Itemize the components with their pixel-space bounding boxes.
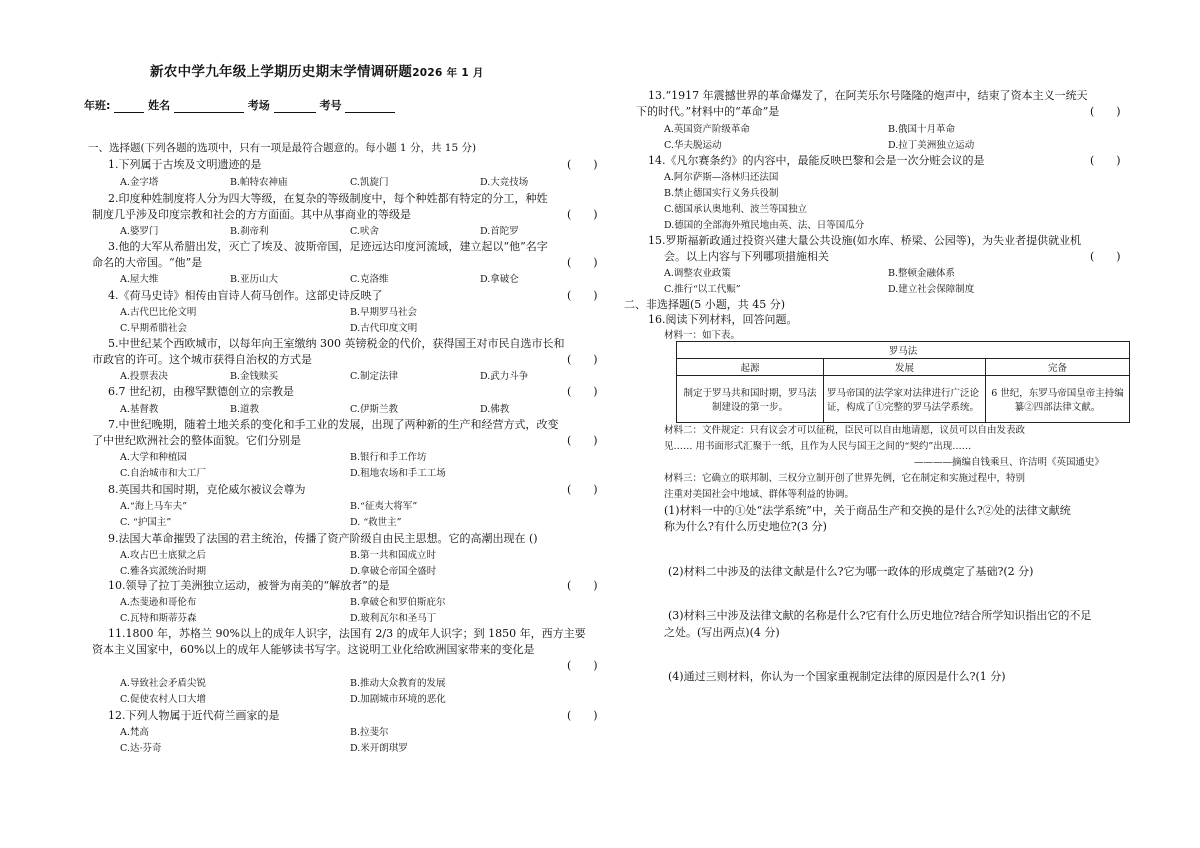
room-label: 考场 [247,99,270,112]
subquestion-1-line1: (1)材料一中的①处“法学系统”中，关于商品生产和交换的是什么?②处的法律文献统 [664,504,1071,517]
material-3-line1: 材料三：它确立的联邦制、三权分立制开创了世界先例，它在制定和实施过程中，特别 [664,473,1026,484]
question-4-stem: 4.《荷马史诗》相传由盲诗人荷马创作。这部史诗反映了 [108,289,383,302]
option-a: A.屋大维 [120,274,159,285]
option-d: D.拿破仑帝国全盛时 [350,566,437,577]
option-a: A.攻占巴士底狱之后 [120,550,206,561]
option-d: D.古代印度文明 [350,323,418,334]
question-3-stem-cont: 命名的大帝国。“他”是 [92,256,203,269]
class-label: 年班: [84,99,111,112]
option-a: A.金字塔 [120,177,159,188]
class-blank[interactable] [114,101,144,113]
student-info-row [84,97,395,113]
option-a: A.调整农业政策 [664,268,731,279]
question-2-stem: 2.印度种姓制度将人分为四大等级，在复杂的等级制度中，每个种姓都有特定的分工，种姓 [108,192,548,205]
exam-title [150,60,484,80]
material-2-line1: 材料二：文件规定：只有议会才可以征税，臣民可以自由地请愿，议员可以自由发表政 [664,425,1026,436]
option-a: A.古代巴比伦文明 [120,307,197,318]
option-d: D.武力斗争 [480,371,529,382]
option-b: B.推动大众教育的发展 [350,678,446,689]
answer-bracket[interactable]: ( ) [567,579,598,592]
option-b: B.拉斐尔 [350,727,389,738]
option-c: C.推行“以工代赈” [664,284,741,295]
subquestion-3-line2: 之处。(写出两点)(4 分) [664,626,780,639]
question-15-stem-cont: 会。以上内容与下列哪项措施相关 [664,250,829,263]
option-b: B.亚历山大 [230,274,279,285]
option-b: B.道教 [230,404,260,415]
question-12-stem: 12.下列人物属于近代荷兰画家的是 [108,709,280,722]
answer-bracket[interactable]: ( ) [1090,105,1121,118]
option-d: D.租地农场和手工工场 [350,468,446,479]
option-b: B.帕特农神庙 [230,177,288,188]
answer-bracket[interactable]: ( ) [567,434,598,447]
option-b: B.俄国十月革命 [888,124,956,135]
option-c: C.促使农村人口大增 [120,694,206,705]
question-6-stem: 6.7 世纪初，由穆罕默德创立的宗教是 [108,385,294,398]
material-2-source: ————摘编自钱乘旦、许洁明《英国通史》 [914,457,1105,468]
option-a: A.梵高 [120,727,149,738]
answer-bracket[interactable]: ( ) [1090,250,1121,263]
question-2-stem-cont: 制度几乎涉及印度宗教和社会的方方面面。其中从事商业的等级是 [92,208,411,221]
option-b: B.银行和手工作坊 [350,452,427,463]
question-9-stem: 9.法国大革命摧毁了法国的君主统治，传播了资产阶级自由民主思想。它的高潮出现在 () [108,532,538,545]
question-7-stem: 7.中世纪晚期，随着土地关系的变化和手工业的发展，出现了两种新的生产和经营方式，改变 [108,418,559,431]
room-blank[interactable] [274,101,316,113]
question-15-stem: 15.罗斯福新政通过投资兴建大量公共设施(如水库、桥梁、公园等)，为失业者提供就业机 [648,234,1082,247]
subquestion-3-line1: (3)材料三中涉及法律文献的名称是什么?它有什么历史地位?结合所学知识指出它的不足 [668,609,1092,622]
option-d: D.首陀罗 [480,226,519,237]
answer-bracket[interactable]: ( ) [567,385,598,398]
question-1-stem: 1.下列属于古埃及文明遗迹的是 [108,158,262,171]
table-header-origin: 起源 [677,359,824,376]
question-13-stem-cont: 下的时代。”材料中的“革命”是 [636,105,780,118]
question-13-stem: 13.“1917 年震撼世界的革命爆发了，在阿芙乐尔号隆隆的炮声中，结束了资本主义一统天 [648,89,1088,102]
question-5-stem-cont: 市政官的许可。这个城市获得自治权的方式是 [92,353,312,366]
subquestion-2: (2)材料二中涉及的法律文献是什么?它为哪一政体的形成奠定了基础?(2 分) [668,565,1034,578]
option-b: B.早期罗马社会 [350,307,418,318]
question-7-stem-cont: 了中世纪欧洲社会的整体面貌。它们分别是 [92,434,301,447]
answer-bracket[interactable]: ( ) [567,483,598,496]
option-b: B.刹帝利 [230,226,269,237]
option-b: B.第一共和国成立时 [350,550,437,561]
option-a: A.大学和种植园 [120,452,187,463]
option-c: C.凯旋门 [350,177,389,188]
table-cell [677,376,824,423]
question-16-stem: 16.阅读下列材料，回答问题。 [648,313,798,326]
option-d: D.加剧城市环境的恶化 [350,694,446,705]
option-c: C.克洛维 [350,274,389,285]
table-caption: 罗马法 [677,342,1130,359]
subquestion-1-line2: 称为什么?有什么历史地位?(3 分) [664,520,827,533]
option-c: C.华夫脱运动 [664,140,722,151]
name-blank[interactable] [174,101,244,113]
material-1-label: 材料一：如下表。 [664,330,741,341]
answer-bracket[interactable]: ( ) [1090,154,1121,167]
roman-law-table [676,341,1130,423]
table-cell-text: 罗马帝国的法学家对法律进行广泛论证，构成了①完整的罗马法学系统。 [827,388,980,413]
option-d: D.德国的全部海外殖民地由英、法、日等国瓜分 [664,220,865,231]
material-2-line2: 见…… 用书面形式汇聚于一纸，且作为人民与国王之间的“契约”出现…… [664,441,972,452]
answer-bracket[interactable]: ( ) [567,208,598,221]
option-c: C.早期希腊社会 [120,323,187,334]
option-a: A.导致社会矛盾尖锐 [120,678,206,689]
option-c: C.自治城市和大工厂 [120,468,206,479]
option-b: B.“征夷大将军” [350,501,418,512]
option-a: A.阿尔萨斯—洛林归还法国 [664,172,779,183]
option-a: A.“海上马车夫” [120,501,188,512]
question-10-stem: 10.领导了拉丁美洲独立运动，被誉为南美的“解放者”的是 [108,579,390,592]
option-d: D. “救世主” [350,517,402,528]
option-a: A.杰斐逊和哥伦布 [120,597,197,608]
material-3-line2: 注重对美国社会中地域、群体等利益的协调。 [664,489,855,500]
option-a: A.基督教 [120,404,159,415]
subquestion-4: (4)通过三则材料，你认为一个国家重视制定法律的原因是什么?(1 分) [668,670,1006,683]
answer-bracket[interactable]: ( ) [567,289,598,302]
option-c: C.雅各宾派统治时期 [120,566,206,577]
option-b: B.金钱赎买 [230,371,279,382]
answer-bracket[interactable]: ( ) [567,659,598,672]
option-a: A.投票表决 [120,371,168,382]
option-a: A.英国资产阶级革命 [664,124,750,135]
answer-bracket[interactable]: ( ) [567,709,598,722]
option-a: A.婆罗门 [120,226,159,237]
answer-bracket[interactable]: ( ) [567,256,598,269]
option-c: C.伊斯兰教 [350,404,398,415]
option-b: B.禁止德国实行义务兵役制 [664,188,779,199]
question-14-stem: 14.《凡尔赛条约》的内容中，最能反映巴黎和会是一次分赃会议的是 [648,154,985,167]
question-5-stem: 5.中世纪某个西欧城市，以每年向王室缴纳 300 英镑税金的代价，获得国王对市民自选市长和 [108,337,565,350]
option-c: C.德国承认奥地利、波兰等国独立 [664,204,807,215]
option-c: C.吠舍 [350,226,379,237]
table-cell [986,376,1130,423]
option-d: D.玻利瓦尔和圣马丁 [350,613,437,624]
option-c: C. “护国主” [120,517,172,528]
option-d: D.建立社会保障制度 [888,284,975,295]
option-b: B.整顿金融体系 [888,268,956,279]
table-header-completion: 完备 [986,359,1130,376]
answer-bracket[interactable]: ( ) [567,353,598,366]
table-cell-text: 6 世纪，东罗马帝国皇帝主持编纂②四部法律文献。 [991,388,1124,413]
question-8-stem: 8.英国共和国时期，克伦威尔被议会尊为 [108,483,306,496]
question-11-stem-cont: 资本主义国家中，60%以上的成年人能够读书写字。这说明工业化给欧洲国家带来的变化是 [92,643,535,656]
option-c: C.制定法律 [350,371,398,382]
exam-date: 2026 年 1 月 [412,67,484,79]
option-b: B.拿破仑和罗伯斯庇尔 [350,597,446,608]
option-c: C.瓦特和斯蒂芬森 [120,613,197,624]
question-3-stem: 3.他的大军从希腊出发，灭亡了埃及、波斯帝国，足迹远达印度河流域，建立起以“他”名字 [108,240,548,253]
table-cell [824,376,986,423]
id-blank[interactable] [345,101,395,113]
exam-title-text: 新农中学九年级上学期历史期末学情调研题 [150,64,413,80]
option-d: D.拿破仑 [480,274,519,285]
table-header-development: 发展 [824,359,986,376]
table-cell-text: 制定于罗马共和国时期，罗马法制建设的第一步。 [683,388,817,413]
option-d: D.大竞技场 [480,177,529,188]
option-d: D.拉丁美洲独立运动 [888,140,975,151]
option-d: D.佛教 [480,404,510,415]
option-d: D.米开朗琪罗 [350,743,408,754]
question-11-stem: 11.1800 年，苏格兰 90%以上的成年人识字，法国有 2/3 的成年人识字；到 1850 年，西方主要 [108,627,586,640]
section1-title: 一、选择题(下列各题的选项中，只有一项是最符合题意的。每小题 1 分，共 15 分) [88,142,477,154]
option-c: C.达·芬奇 [120,743,162,754]
id-label: 考号 [319,99,342,112]
section2-title: 二、非选择题(5 小题，共 45 分) [624,298,786,311]
answer-bracket[interactable]: ( ) [567,158,598,171]
name-label: 姓名 [148,99,171,112]
